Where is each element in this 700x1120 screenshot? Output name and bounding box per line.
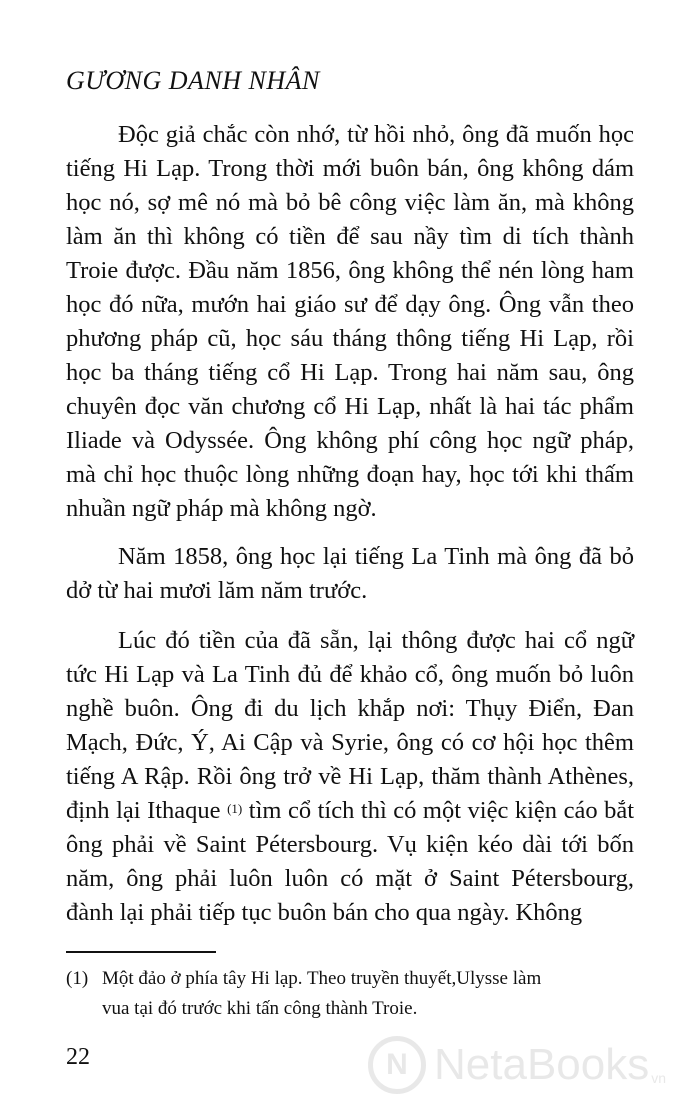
paragraph-3 bbox=[66, 624, 634, 930]
footnote-divider bbox=[66, 951, 216, 953]
page-number: 22 bbox=[66, 1044, 90, 1070]
watermark bbox=[368, 1030, 698, 1100]
footnote-line-1 bbox=[66, 964, 646, 994]
paragraph-1: Độc giả chắc còn nhớ, từ hồi nhỏ, ông đã muốn học tiếng Hi Lạp. Trong thời mới buôn bán, ông không dám học nó, sợ mê nó mà bỏ bê công việc làm ăn, mà không làm ăn thì không có tiền để sau nầy tìm di tích thành Troie được. Đầu năm 1856, ông không thể nén lòng ham học đó nữa, mướn hai giáo sư để dạy ông. Ông vẫn theo phương pháp cũ, học sáu tháng thông tiếng Hi Lạp, rồi học ba tháng tiếng cổ Hi Lạp. Trong hai năm sau, ông chuyên đọc văn chương cổ Hi Lạp, nhất là hai tác phẩm Iliade và Odyssée. Ông không phí công học ngữ pháp, mà chỉ học thuộc lòng những đoạn hay, học tới khi thấm nhuần ngữ pháp mà không ngờ. bbox=[66, 121, 634, 522]
paragraph-2: Năm 1858, ông học lại tiếng La Tinh mà ông đã bỏ dở từ hai mươi lăm năm trước. bbox=[66, 543, 634, 604]
watermark-suffix: vn bbox=[651, 1070, 667, 1086]
footnote-reference[interactable]: (1) bbox=[227, 801, 243, 816]
footnote-text-1: Một đảo ở phía tây Hi lạp. Theo truyền thuyết,Ulysse làm bbox=[102, 968, 542, 989]
running-title: GƯƠNG DANH NHÂN bbox=[66, 66, 320, 95]
watermark-text: NetaBooks bbox=[434, 1040, 650, 1089]
footnote bbox=[66, 964, 646, 1024]
footnote-line-2: vua tại đó trước khi tấn công thành Troie. bbox=[102, 998, 418, 1019]
footnote-number: (1) bbox=[66, 968, 89, 989]
body-text bbox=[66, 118, 634, 944]
paragraph-3-part-2: tìm cổ tích thì có một việc kiện cáo bắt ông phải về Saint Pétersbourg. Vụ kiện kéo dài tới bốn năm, ông phải luôn luôn có mặt ở Saint Pétersbourg, đành lại phải tiếp tục buôn bán cho qua ngày. Không bbox=[66, 797, 635, 926]
netabooks-logo-icon: N bbox=[368, 1036, 426, 1094]
paragraph-3-part-1: Lúc đó tiền của đã sẵn, lại thông được hai cổ ngữ tức Hi Lạp và La Tinh đủ để khảo cổ, ông muốn bỏ luôn nghề buôn. Ông đi du lịch khắp nơi: Thụy Điển, Đan Mạch, Đức, Ý, Ai Cập và Syrie, ông có cơ hội học thêm tiếng A Rập. Rồi ông trở về Hi Lạp, thăm thành Athènes, định lại Ithaque bbox=[66, 627, 634, 824]
